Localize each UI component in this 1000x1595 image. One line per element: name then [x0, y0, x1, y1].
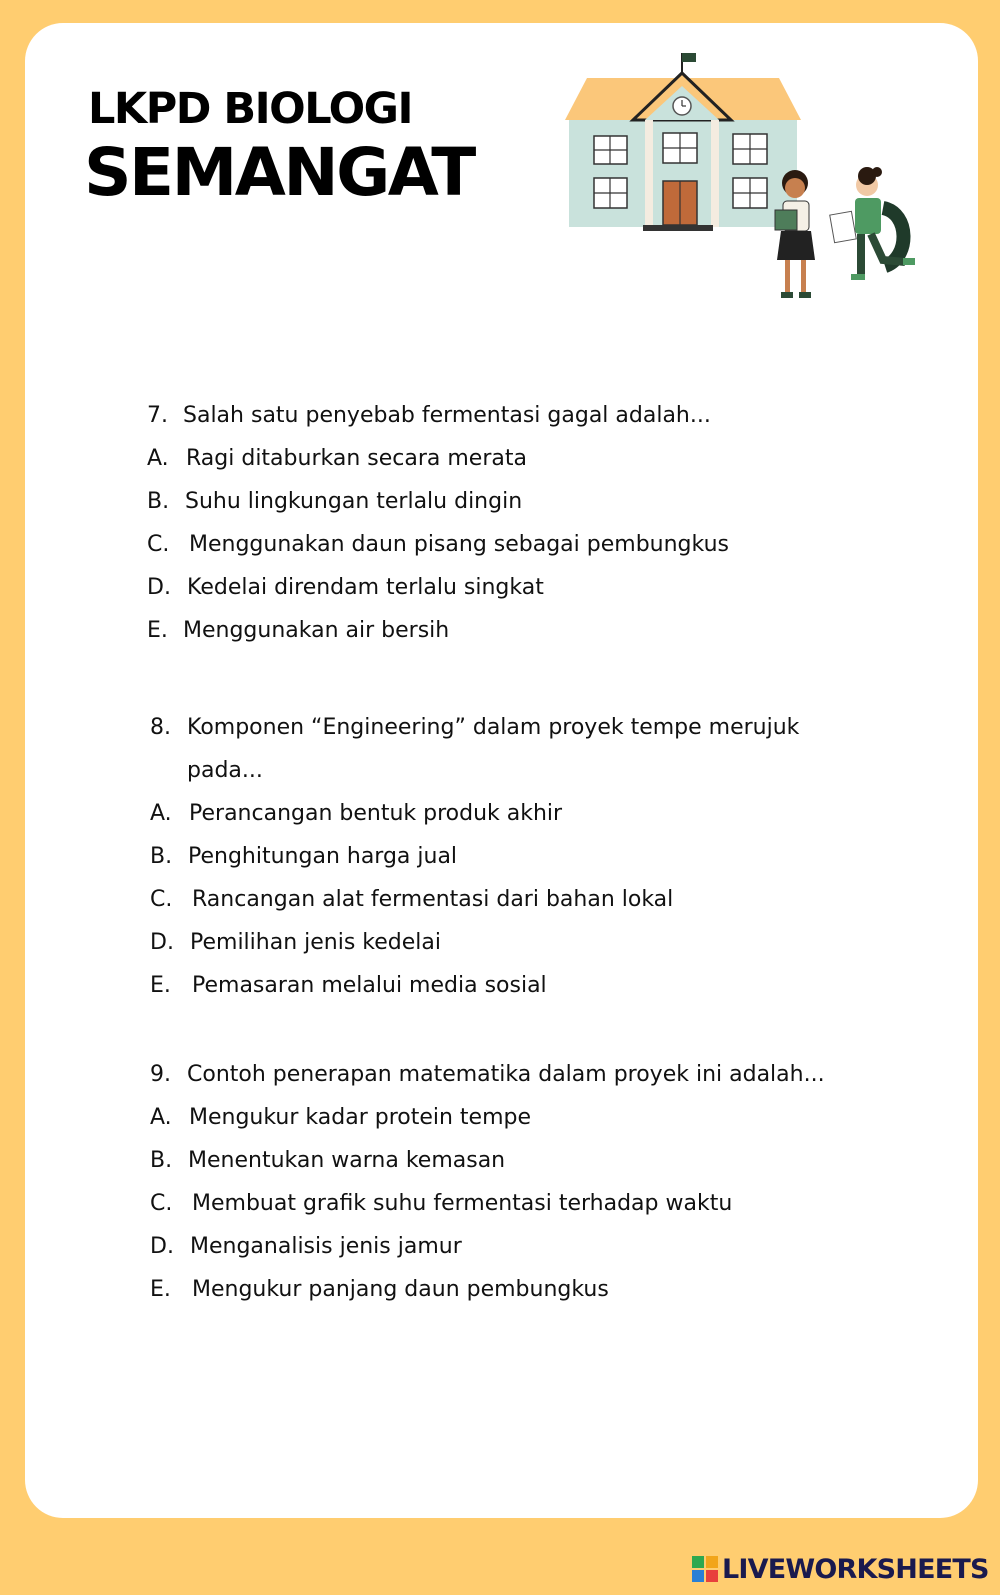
option-label: A.: [150, 801, 172, 826]
option-text: Rancangan alat fermentasi dari bahan lokal: [192, 887, 674, 912]
option-label: B.: [150, 844, 173, 869]
option-text: Menggunakan air bersih: [183, 618, 450, 643]
option-label: E.: [150, 1277, 171, 1302]
option-text: Membuat grafik suhu fermentasi terhadap waktu: [192, 1191, 733, 1216]
option-text: Menggunakan daun pisang sebagai pembungkus: [189, 532, 729, 557]
option-text: Menganalisis jenis jamur: [190, 1234, 462, 1259]
option-text: Mengukur panjang daun pembungkus: [192, 1277, 609, 1302]
question-number: 8.: [150, 715, 171, 740]
option-label: B.: [150, 1148, 173, 1173]
option-label: D.: [150, 930, 174, 955]
option-text: Pemilihan jenis kedelai: [190, 930, 442, 955]
title-line-1: LKPD BIOLOGI: [88, 84, 412, 134]
question-text: Contoh penerapan matematika dalam proyek ini adalah...: [187, 1062, 825, 1087]
question-text-continued: pada...: [187, 758, 263, 783]
option-text: Penghitungan harga jual: [188, 844, 458, 869]
liveworksheets-brand[interactable]: [692, 1552, 989, 1586]
option-label: C.: [150, 1191, 173, 1216]
option-text: Ragi ditaburkan secara merata: [186, 446, 527, 471]
question-text: Komponen “Engineering” dalam proyek tempe merujuk: [187, 715, 800, 740]
option-text: Pemasaran melalui media sosial: [192, 973, 547, 998]
liveworksheets-wordmark: LIVEWORKSHEETS: [722, 1553, 989, 1585]
question-number: 9.: [150, 1062, 171, 1087]
question-number: 7.: [147, 403, 168, 428]
option-label: E.: [150, 973, 171, 998]
option-label: C.: [147, 532, 170, 557]
option-label: B.: [147, 489, 170, 514]
option-text: Suhu lingkungan terlalu dingin: [185, 489, 523, 514]
option-text: Kedelai direndam terlalu singkat: [187, 575, 544, 600]
option-label: E.: [147, 618, 168, 643]
school-illustration: [565, 48, 940, 308]
option-label: D.: [147, 575, 171, 600]
option-text: Mengukur kadar protein tempe: [189, 1105, 532, 1130]
question-text: Salah satu penyebab fermentasi gagal adalah...: [183, 403, 711, 428]
option-label: D.: [150, 1234, 174, 1259]
option-label: A.: [150, 1105, 172, 1130]
liveworksheets-logo-icon: [692, 1556, 718, 1582]
title-line-2: SEMANGAT: [84, 134, 474, 211]
option-label: C.: [150, 887, 173, 912]
option-text: Perancangan bentuk produk akhir: [189, 801, 563, 826]
option-label: A.: [147, 446, 169, 471]
option-text: Menentukan warna kemasan: [188, 1148, 506, 1173]
